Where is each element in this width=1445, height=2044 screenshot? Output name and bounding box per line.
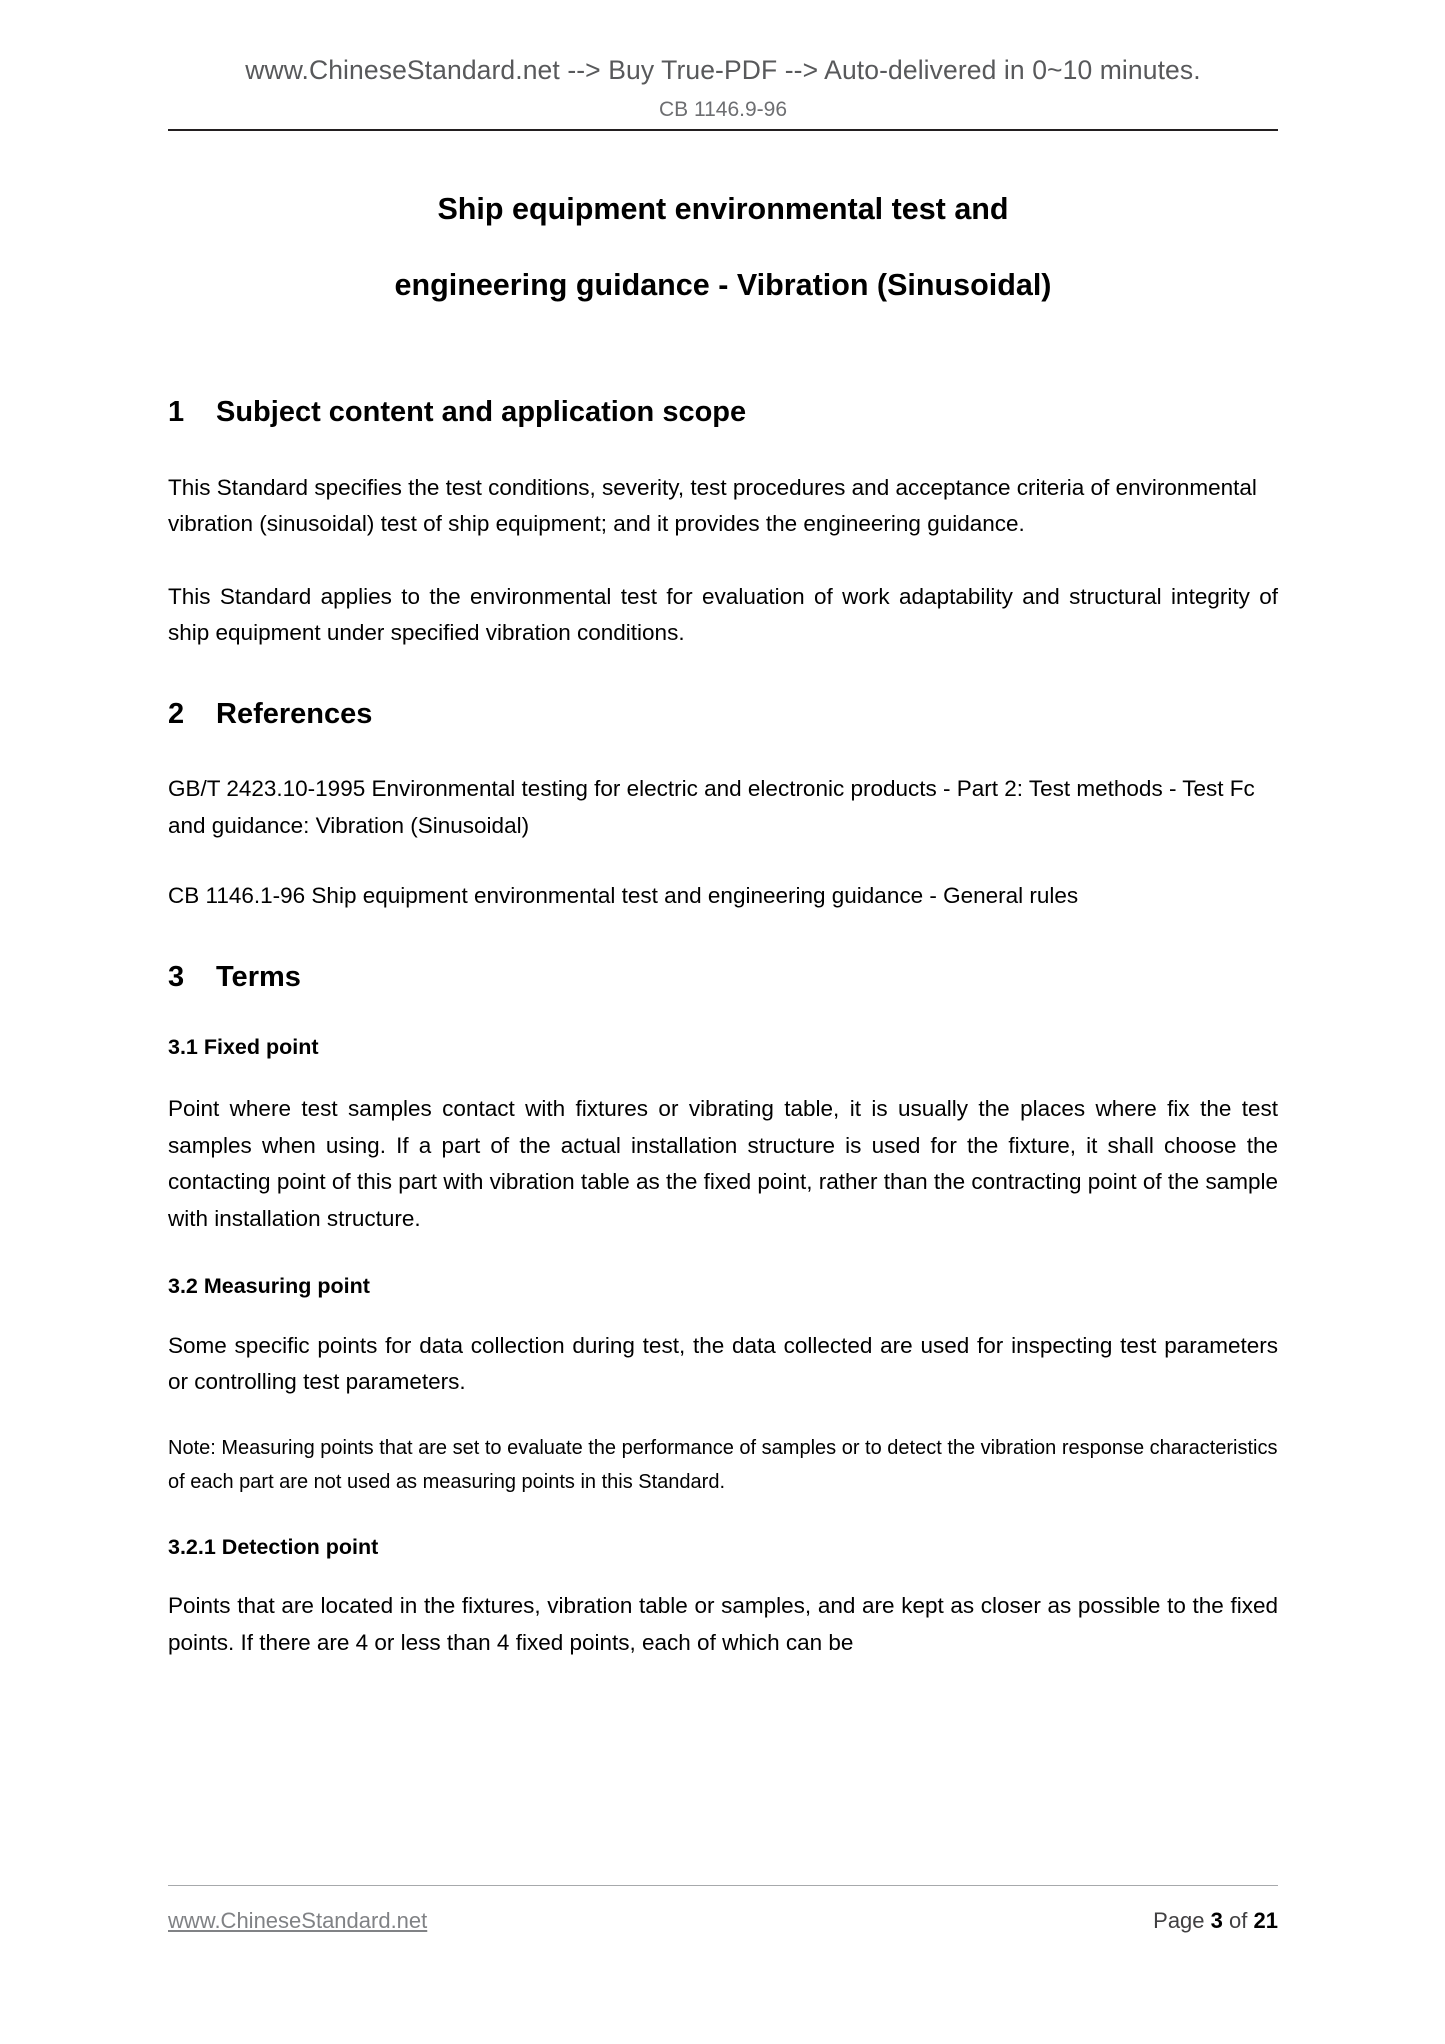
standard-number: CB 1146.9-96 (658, 98, 788, 121)
section-3-number: 3 (168, 960, 185, 993)
subsection-3-1-heading: 3.1 Fixed point (168, 1035, 319, 1060)
document-title-line1: Ship equipment environmental test and (437, 192, 1009, 226)
section-1-number: 1 (168, 396, 185, 428)
section-1-heading (168, 395, 1278, 430)
document-title-line2: engineering guidance - Vibration (Sinusoidal) (394, 267, 1052, 302)
promo-banner-text: www.ChineseStandard.net --> Buy True-PDF --> Auto-delivered in 0~10 minutes. (245, 55, 1201, 85)
page-footer (168, 1885, 1278, 1934)
reference-item-1: GB/T 2423.10-1995 Environmental testing for electric and electronic products - Part 2: Test methods - Test Fc and guidance: Vibration (Sinusoidal) (168, 776, 1255, 838)
page-current: 3 (1210, 1908, 1223, 1933)
page-label: Page (1153, 1908, 1205, 1933)
page-content (168, 0, 1278, 1661)
section-3-title: Terms (216, 960, 301, 993)
reference-item-2: CB 1146.1-96 Ship equipment environmental test and engineering guidance - General rules (168, 883, 1079, 909)
section-1-paragraph-1: This Standard specifies the test conditions, severity, test procedures and acceptance criteria of environmental vibration (sinusoidal) test of ship equipment; and it provides the engineering guidance. (168, 474, 1257, 537)
page-number-indicator (1153, 1908, 1278, 1934)
subsection-3-2-note: Note: Measuring points that are set to evaluate the performance of samples or to detect the vibration response characteristics of each part are not used as measuring points in this Standard. (168, 1436, 1278, 1494)
subsection-3-2-1-heading: 3.2.1 Detection point (168, 1534, 379, 1559)
subsection-3-2-1-paragraph: Points that are located in the fixtures, vibration table or samples, and are kept as closer as possible to the fixed points. If there are 4 or less than 4 fixed points, each of which can be (168, 1593, 1278, 1655)
section-3-heading (168, 960, 1278, 995)
section-1-title: Subject content and application scope (216, 396, 747, 428)
footer-divider (168, 1885, 1278, 1886)
section-1-paragraph-2: This Standard applies to the environmental test for evaluation of work adaptability and structural integrity of ship equipment under specified vibration conditions. (168, 583, 1278, 646)
page-of-label: of (1229, 1908, 1248, 1933)
subsection-3-2-heading: 3.2 Measuring point (168, 1274, 370, 1299)
footer-website-link[interactable]: www.ChineseStandard.net (168, 1908, 428, 1933)
document-title (168, 194, 1278, 300)
subsection-3-2-paragraph: Some specific points for data collection during test, the data collected are used for inspecting test parameters or controlling test parameters. (168, 1332, 1278, 1395)
header-divider (168, 129, 1278, 131)
footer-row (168, 1908, 1278, 1934)
page-total: 21 (1253, 1908, 1278, 1933)
section-2-number: 2 (168, 697, 185, 730)
section-2-title: References (216, 697, 373, 730)
section-2-heading (168, 697, 1278, 732)
subsection-3-1-paragraph: Point where test samples contact with fixtures or vibrating table, it is usually the places where fix the test samples when using. If a part of the actual installation structure is used for the fixture, it shall choose the contacting point of this part with vibration table as the fixed point, rather than the contracting point of the sample with installation structure. (168, 1096, 1278, 1231)
